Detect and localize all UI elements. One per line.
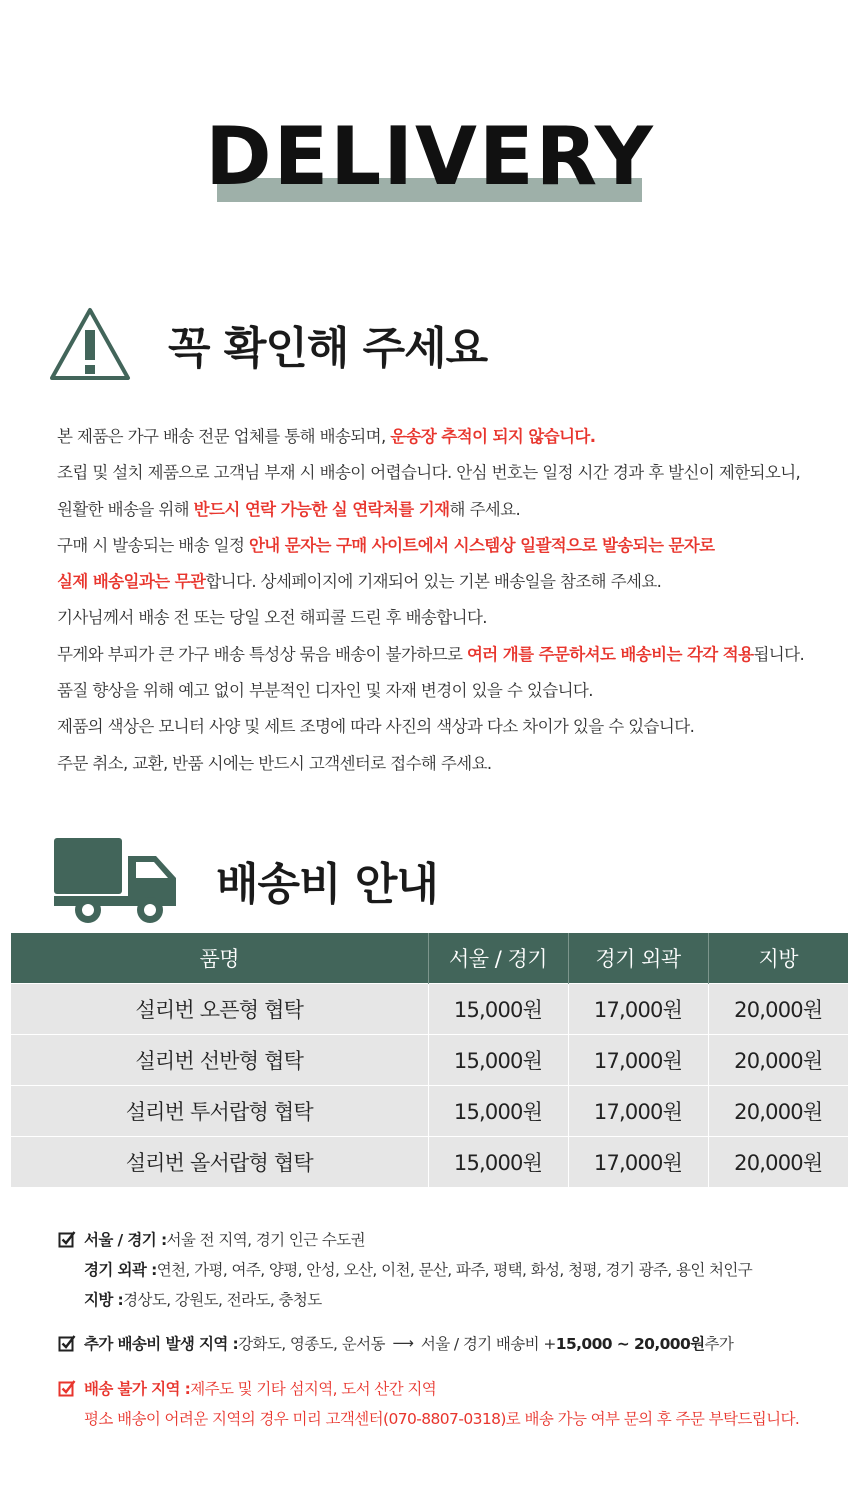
- extra-text2: 서울 / 경기 배송비 +: [420, 1335, 556, 1353]
- local-text: 경상도, 강원도, 전라도, 충청도: [123, 1291, 322, 1309]
- extra-fee-info: [58, 1328, 733, 1358]
- price-outer: 17,000원: [568, 1085, 708, 1136]
- seoul-label: 서울 / 경기 :: [84, 1231, 167, 1249]
- extra-amount: 15,000 ~ 20,000원: [555, 1335, 705, 1353]
- notice-line: [57, 424, 847, 460]
- notice-line: [57, 714, 847, 750]
- no-delivery-note: 평소 배송이 어려운 지역의 경우 미리 고객센터(070-8807-0318)로 배송 가능 여부 문의 후 주문 부탁드립니다.: [84, 1410, 800, 1428]
- price-outer: 17,000원: [568, 1034, 708, 1085]
- extra-text: 강화도, 영종도, 운서동: [238, 1335, 385, 1353]
- extra-label: 추가 배송비 발생 지역 :: [84, 1335, 239, 1353]
- notice-highlight: 안내 문자는 구매 사이트에서 시스템상 일괄적으로 발송되는 문자로: [248, 535, 715, 555]
- outer-label: 경기 외곽 :: [84, 1261, 157, 1279]
- notice-text: 원활한 배송을 위해: [57, 499, 194, 519]
- notice-text: 합니다. 상세페이지에 기재되어 있는 기본 배송일을 참조해 주세요.: [205, 572, 662, 592]
- notice-highlight: 실제 배송일과는 무관: [57, 572, 206, 592]
- checkbox-checked-icon: [58, 1334, 76, 1352]
- notice-text: 됩니다.: [753, 644, 805, 664]
- notice-text: 제품의 색상은 모니터 사양 및 세트 조명에 따라 사진의 색상과 다소 차이가 있을 수 있습니다.: [57, 717, 695, 737]
- arrow-right-icon: ⟶: [392, 1334, 414, 1352]
- notice-highlight: 운송장 추적이 되지 않습니다.: [390, 427, 596, 446]
- price-local: 20,000원: [708, 1085, 848, 1136]
- notice-text: 구매 시 발송되는 배송 일정: [57, 535, 249, 555]
- table-row: [11, 1136, 848, 1187]
- checkbox-checked-icon: [58, 1230, 76, 1248]
- col-header-outer: 경기 외곽: [568, 933, 708, 983]
- notice-highlight: 여러 개를 주문하셔도 배송비는 각각 적용: [466, 644, 754, 664]
- notice-text: 조립 및 설치 제품으로 고객님 부재 시 배송이 어렵습니다. 안심 번호는 일정 시간 경과 후 발신이 제한되오니,: [57, 463, 801, 483]
- product-name: 설리번 선반형 협탁: [11, 1034, 428, 1085]
- notice-line: [57, 642, 847, 678]
- truck-icon: [52, 834, 180, 926]
- notice-line: [57, 460, 847, 496]
- price-seoul: 15,000원: [428, 1085, 568, 1136]
- region-info: [58, 1224, 752, 1314]
- price-seoul: 15,000원: [428, 1034, 568, 1085]
- notice-line: [57, 569, 847, 605]
- table-header-row: [11, 933, 848, 983]
- price-local: 20,000원: [708, 1034, 848, 1085]
- local-label: 지방 :: [84, 1291, 124, 1309]
- price-outer: 17,000원: [568, 983, 708, 1034]
- price-seoul: 15,000원: [428, 1136, 568, 1187]
- notice-heading-text: 꼭 확인해 주세요: [168, 323, 488, 374]
- shipping-heading-text: 배송비 안내: [216, 859, 438, 910]
- no-delivery-label: 배송 불가 지역 :: [84, 1380, 191, 1398]
- notice-text: 무게와 부피가 큰 가구 배송 특성상 묶음 배송이 불가하므로: [57, 644, 467, 664]
- shipping-heading: [52, 834, 438, 926]
- product-name: 설리번 투서랍형 협탁: [11, 1085, 428, 1136]
- no-delivery-info: [58, 1373, 799, 1433]
- notice-text: 주문 취소, 교환, 반품 시에는 반드시 고객센터로 접수해 주세요.: [57, 753, 492, 773]
- notice-line: [57, 605, 847, 641]
- price-seoul: 15,000원: [428, 983, 568, 1034]
- outer-text: 연천, 가평, 여주, 양평, 안성, 오산, 이천, 문산, 파주, 평택, 화성, 청평, 경기 광주, 용인 처인구: [156, 1261, 753, 1279]
- notice-line: [57, 497, 847, 533]
- notice-line: [57, 533, 847, 569]
- warning-triangle-icon: [48, 306, 132, 382]
- notice-line: [57, 678, 847, 714]
- no-delivery-text: 제주도 및 기타 섬지역, 도서 산간 지역: [190, 1380, 437, 1398]
- product-name: 설리번 오픈형 협탁: [11, 983, 428, 1034]
- seoul-text: 서울 전 지역, 경기 인근 수도권: [166, 1231, 365, 1249]
- notice-highlight: 반드시 연락 가능한 실 연락처를 기재: [193, 499, 450, 519]
- table-row: [11, 983, 848, 1034]
- notice-text: 기사님께서 배송 전 또는 당일 오전 해피콜 드린 후 배송합니다.: [57, 608, 487, 628]
- shipping-fee-table: [11, 933, 848, 1187]
- col-header-product: 품명: [11, 933, 428, 983]
- table-row: [11, 1034, 848, 1085]
- product-name: 설리번 올서랍형 협탁: [11, 1136, 428, 1187]
- price-outer: 17,000원: [568, 1136, 708, 1187]
- notice-line: [57, 751, 847, 787]
- col-header-local: 지방: [708, 933, 848, 983]
- table-row: [11, 1085, 848, 1136]
- price-local: 20,000원: [708, 983, 848, 1034]
- delivery-title-block: [0, 112, 860, 212]
- price-local: 20,000원: [708, 1136, 848, 1187]
- checkbox-checked-icon: [58, 1379, 76, 1397]
- page-title: DELIVERY: [205, 110, 655, 203]
- col-header-seoul: 서울 / 경기: [428, 933, 568, 983]
- notice-list: [57, 424, 847, 787]
- notice-text: 본 제품은 가구 배송 전문 업체를 통해 배송되며,: [57, 427, 391, 446]
- notice-heading: [48, 306, 487, 382]
- notice-text: 해 주세요.: [449, 499, 521, 519]
- extra-suffix: 추가: [704, 1335, 734, 1353]
- notice-text: 품질 향상을 위해 예고 없이 부분적인 디자인 및 자재 변경이 있을 수 있습니다.: [57, 681, 593, 701]
